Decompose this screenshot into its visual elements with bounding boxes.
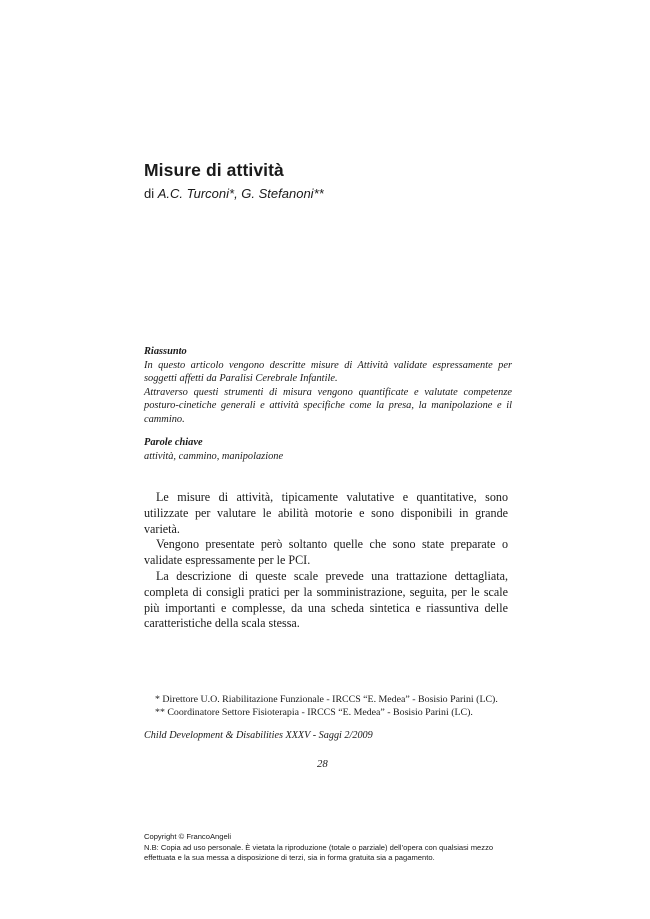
body-paragraph-3: La descrizione di queste scale prevede una trattazione dettagliata, completa di consigli pratici per la somministrazione, seguita, per le scale più importanti e complesse, da una scheda sintetica e riassuntiva delle caratteristiche della scala stessa.	[144, 568, 508, 631]
keywords-section	[144, 436, 512, 463]
journal-citation: Child Development & Disabilities XXXV - Saggi 2/2009	[144, 730, 373, 741]
footnotes	[155, 693, 515, 719]
body-paragraph-1: Le misure di attività, tipicamente valutative e quantitative, sono utilizzate per valutare le abilità motorie e sono disponibili in grande varietà.	[144, 490, 508, 536]
authors-prefix: di	[144, 186, 158, 201]
abstract-section	[144, 345, 512, 427]
page-number: 28	[317, 758, 328, 770]
copyright-line-3: effettuata e la sua messa a disposizione di terzi, sia in forma gratuita sia a pagamento.	[144, 853, 435, 863]
copyright-notice	[144, 832, 534, 864]
copyright-line-2: N.B: Copia ad uso personale. È vietata la riproduzione (totale o parziale) dell’opera con qualsiasi mezzo	[144, 842, 494, 852]
footnote-1: * Direttore U.O. Riabilitazione Funzionale - IRCCS “E. Medea” - Bosisio Parini (LC).	[155, 694, 498, 705]
body-text	[144, 490, 508, 632]
keywords-heading: Parole chiave	[144, 437, 203, 448]
abstract-text-1: In questo articolo vengono descritte misure di Attività validate espressamente per soggetti affetti da Paralisi Cerebrale Infantile.	[144, 359, 512, 385]
authors-names: A.C. Turconi*, G. Stefanoni**	[157, 186, 324, 201]
body-paragraph-2: Vengono presentate però soltanto quelle che sono state preparate o validate espressamente per le PCI.	[144, 537, 508, 568]
article-title: Misure di attività	[144, 160, 284, 180]
copyright-line-1: Copyright © FrancoAngeli	[144, 832, 232, 841]
footnote-2: ** Coordinatore Settore Fisioterapia - IRCCS “E. Medea” - Bosisio Parini (LC).	[155, 707, 473, 718]
keywords-text: attività, cammino, manipolazione	[144, 450, 284, 462]
abstract-text-2: Attraverso questi strumenti di misura vengono quantificate e valutate competenze posturo-cinetiche generali e attività specifiche come la presa, la manipolazione e il cammino.	[144, 386, 512, 425]
abstract-heading: Riassunto	[144, 346, 187, 357]
article-authors	[144, 186, 324, 201]
